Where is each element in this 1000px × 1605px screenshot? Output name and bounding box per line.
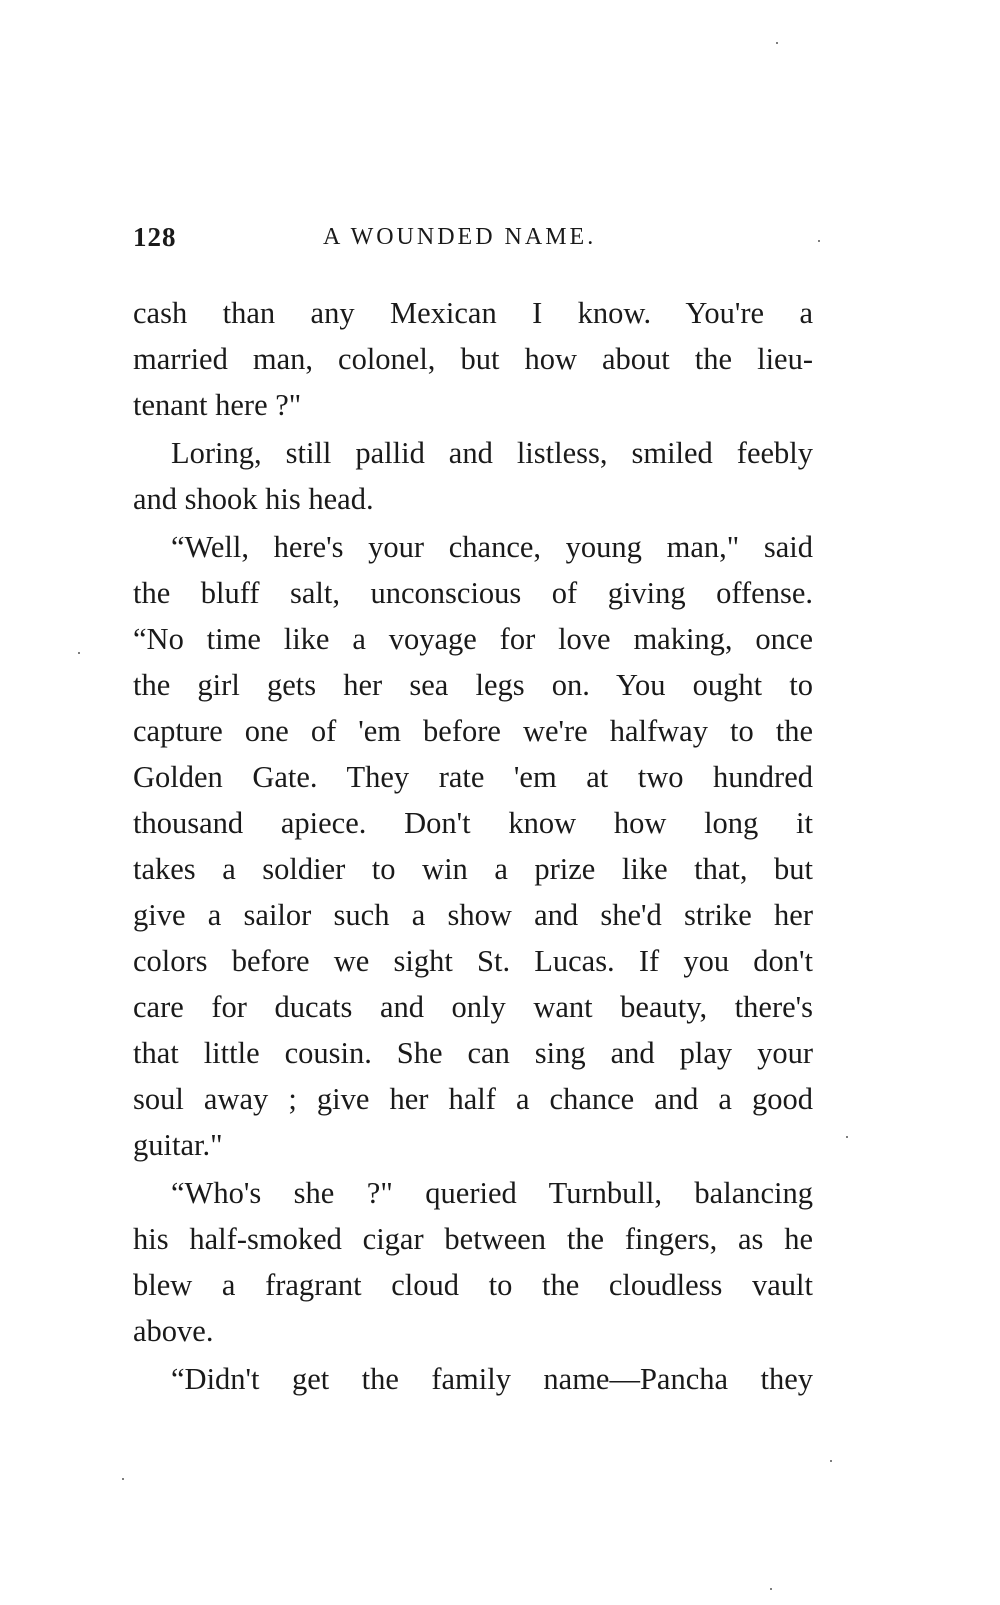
text-line: tenant here ?": [133, 388, 302, 422]
text-line: “No time like a voyage for love making, once: [133, 622, 813, 656]
page-number: 128: [133, 222, 177, 252]
text-line: and shook his head.: [133, 482, 374, 516]
text-line: takes a soldier to win a prize like that, but: [133, 852, 813, 886]
scan-speck: [776, 42, 778, 44]
text-line: capture one of 'em before we're halfway to the: [133, 714, 813, 748]
text-line: above.: [133, 1314, 214, 1348]
scan-speck: [818, 240, 820, 242]
text-line: care for ducats and only want beauty, there's: [133, 990, 813, 1024]
body-text: [133, 290, 813, 1402]
text-line: “Who's she ?" queried Turnbull, balancing: [171, 1176, 813, 1210]
text-line: soul away ; give her half a chance and a good: [133, 1082, 813, 1116]
scan-speck: [830, 1460, 832, 1462]
scan-speck: [770, 1588, 772, 1590]
text-line: give a sailor such a show and she'd strike her: [133, 898, 813, 932]
text-line: Loring, still pallid and listless, smiled feebly: [171, 436, 813, 470]
text-line: “Didn't get the family name—Pancha they: [171, 1362, 813, 1396]
text-line: the bluff salt, unconscious of giving offense.: [133, 576, 813, 610]
page-header: [133, 222, 843, 262]
text-line: that little cousin. She can sing and play your: [133, 1036, 813, 1070]
text-line: his half-smoked cigar between the fingers, as he: [133, 1222, 813, 1256]
text-line: colors before we sight St. Lucas. If you don't: [133, 944, 813, 978]
scan-speck: [846, 1136, 848, 1138]
text-line: the girl gets her sea legs on. You ought to: [133, 668, 813, 702]
text-line: Golden Gate. They rate 'em at two hundred: [133, 760, 813, 794]
text-line: cash than any Mexican I know. You're a: [133, 296, 813, 330]
scan-speck: [78, 652, 80, 654]
text-line: thousand apiece. Don't know how long it: [133, 806, 813, 840]
scan-speck: [122, 1478, 124, 1480]
text-line: married man, colonel, but how about the lieu-: [133, 342, 813, 376]
text-line: guitar.": [133, 1128, 223, 1162]
text-line: blew a fragrant cloud to the cloudless vault: [133, 1268, 813, 1302]
text-line: “Well, here's your chance, young man," said: [171, 530, 813, 564]
running-title: A WOUNDED NAME.: [323, 224, 597, 250]
